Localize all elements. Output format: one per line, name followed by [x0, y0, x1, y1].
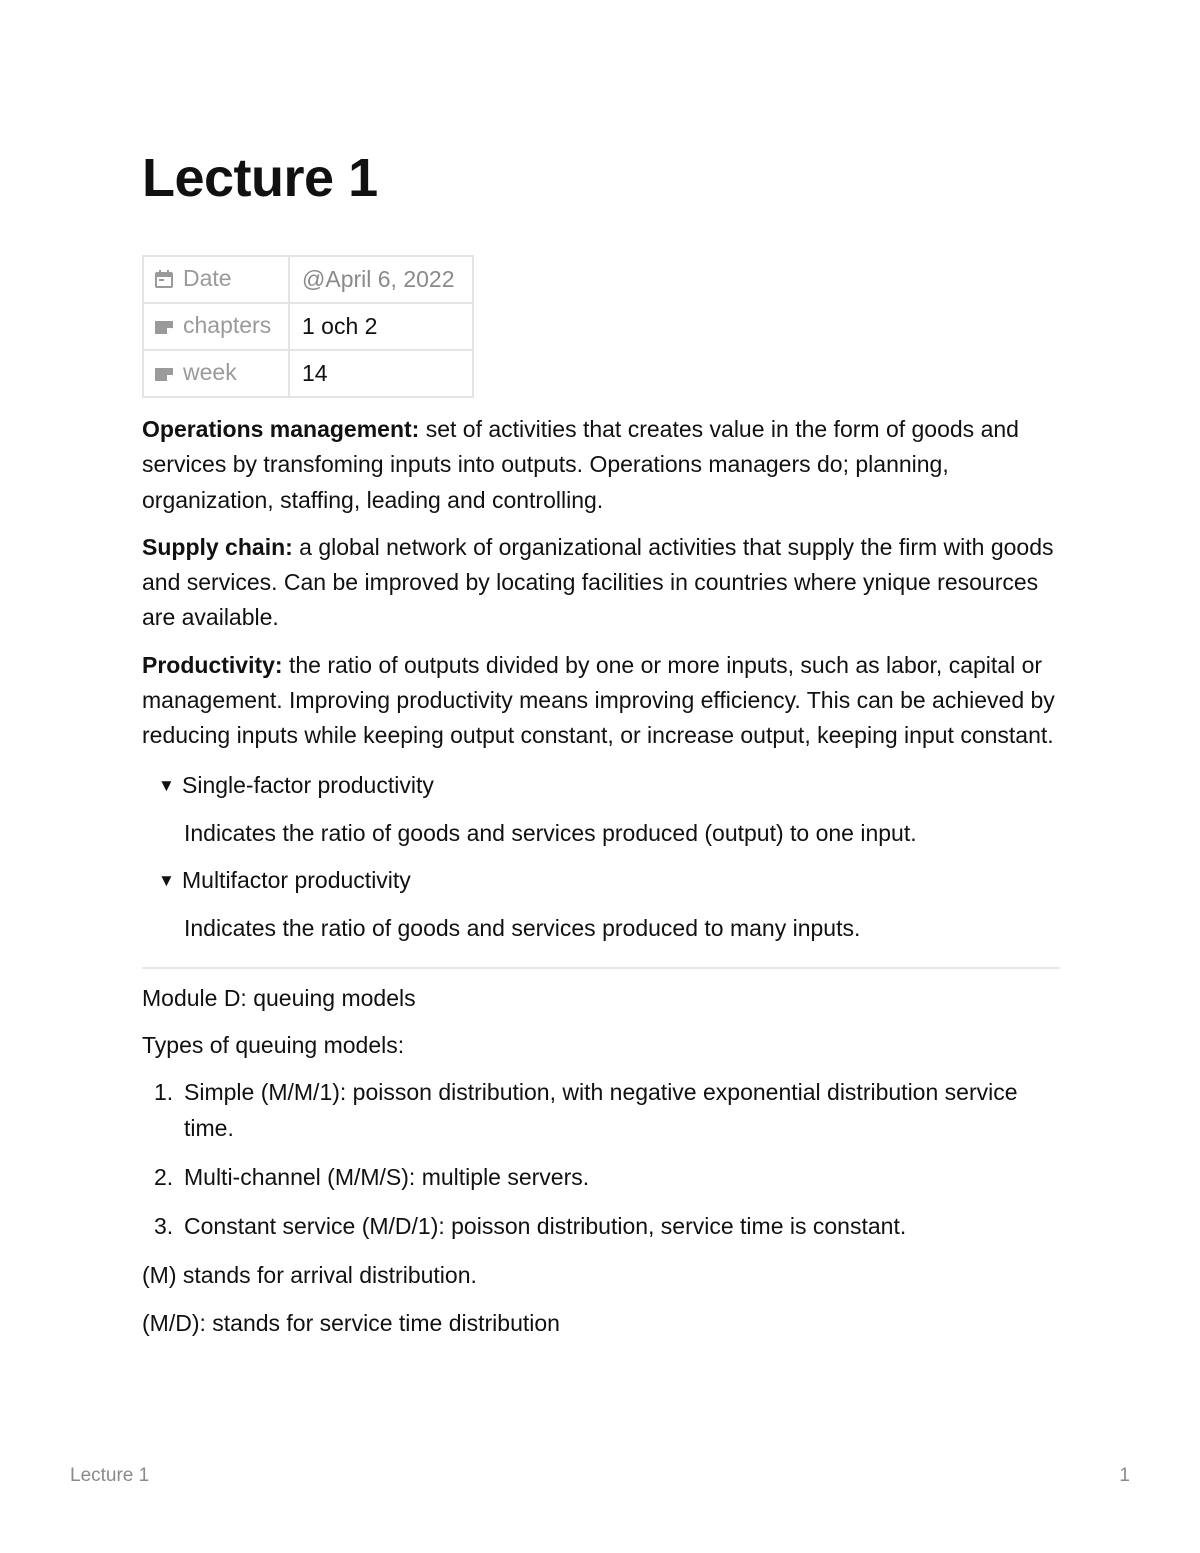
property-key-label: week: [183, 358, 237, 385]
paragraph-supply-chain: [142, 530, 1060, 636]
term-label: Productivity:: [142, 651, 283, 678]
note-md: (M/D): stands for service time distribution: [142, 1309, 560, 1336]
page-title: Lecture 1: [142, 148, 378, 208]
paragraph-productivity: [142, 648, 1060, 754]
properties-table: [142, 255, 474, 398]
property-key-label: Date: [183, 264, 232, 291]
list-item: [142, 1075, 1060, 1146]
text-property-icon: [154, 362, 174, 389]
list-item: [142, 1209, 1060, 1244]
queuing-models-list: [142, 1075, 1060, 1244]
definition-text: set of activities that creates value in the form of goods and services by transfoming inputs into outputs. Operations managers do; planning, organization, staffing, leading and controlling.: [142, 416, 1019, 513]
types-heading: Types of queuing models:: [142, 1031, 405, 1058]
property-key-cell: [143, 350, 289, 397]
term-label: Operations management:: [142, 416, 420, 442]
toggle-content: Indicates the ratio of goods and services produced to many inputs.: [184, 914, 861, 941]
toggle-triangle-icon[interactable]: ▼: [158, 871, 175, 891]
property-key-label: chapters: [183, 311, 272, 338]
toggle-content: Indicates the ratio of goods and services produced (output) to one input.: [184, 819, 917, 846]
list-number: 1.: [154, 1079, 174, 1106]
definition-text: the ratio of outputs divided by one or more inputs, such as labor, capital or management. Improving productivity means improving efficiency. This can be achieved by reducing inputs while keeping output constant, or increase output, keeping input constant.: [142, 651, 1055, 749]
list-number: 2.: [154, 1163, 174, 1190]
toggle-heading: Multifactor productivity: [182, 867, 411, 894]
list-text: Constant service (M/D/1): poisson distribution, service time is constant.: [184, 1213, 907, 1240]
list-number: 3.: [154, 1213, 174, 1240]
term-label: Supply chain:: [142, 533, 293, 560]
page-number: 1: [1119, 1465, 1130, 1486]
text-property-icon: [154, 315, 174, 342]
toggle-heading: Single-factor productivity: [182, 772, 434, 799]
definition-text: a global network of organizational activities that supply the firm with goods and services. Can be improved by locating facilities in countries where ynique resources are available.: [142, 533, 1054, 631]
list-text: Simple (M/M/1): poisson distribution, with negative exponential distribution service time.: [184, 1079, 1018, 1141]
footer-title: Lecture 1: [70, 1465, 150, 1486]
property-key-cell: [143, 303, 289, 350]
property-row-date: [143, 256, 473, 303]
property-row-week: [143, 350, 473, 397]
document-body: [142, 412, 1060, 1353]
property-value-chapters[interactable]: 1 och 2: [289, 303, 473, 350]
divider: [142, 967, 1060, 969]
list-item: [142, 1160, 1060, 1195]
paragraph-operations-management: [142, 412, 1060, 518]
toggle-multifactor: [142, 861, 1060, 956]
module-heading: Module D: queuing models: [142, 984, 416, 1011]
property-row-chapters: [143, 303, 473, 350]
property-key-cell: [143, 256, 289, 303]
list-text: Multi-channel (M/M/S): multiple servers.: [184, 1163, 590, 1190]
property-value-week[interactable]: 14: [289, 350, 473, 397]
toggle-header[interactable]: [158, 861, 1060, 901]
note-m: (M) stands for arrival distribution.: [142, 1262, 477, 1289]
property-value-date[interactable]: @April 6, 2022: [289, 256, 473, 303]
toggle-single-factor: [142, 766, 1060, 861]
calendar-icon: [154, 268, 174, 295]
toggle-header[interactable]: [158, 766, 1060, 806]
toggle-triangle-icon[interactable]: ▼: [158, 776, 175, 796]
